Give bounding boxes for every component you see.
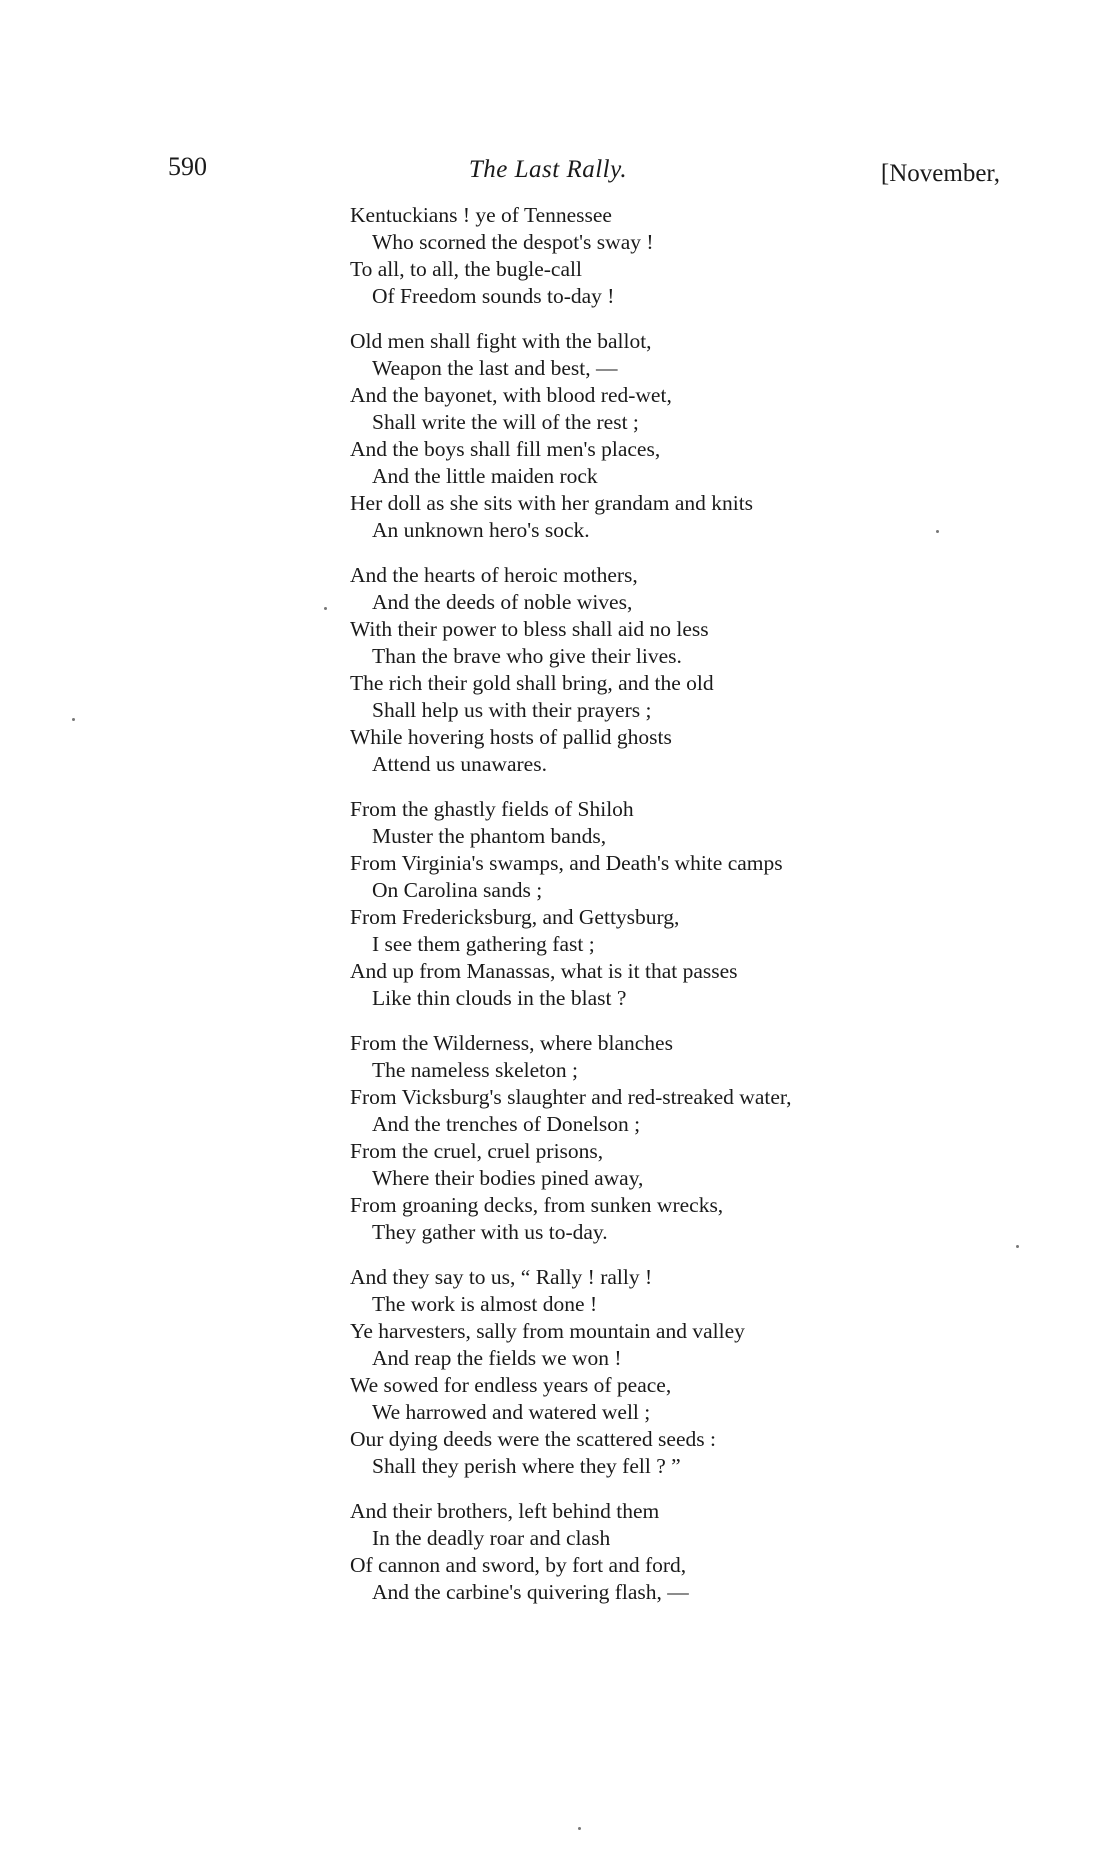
paper-speck [936,530,939,533]
poem-line: On Carolina sands ; [372,878,543,902]
poem-line: While hovering hosts of pallid ghosts [350,725,672,749]
poem-line: Our dying deeds were the scattered seeds : [350,1427,716,1451]
poem-line: Like thin clouds in the blast ? [372,986,627,1010]
poem-line: Of Freedom sounds to-day ! [372,284,615,308]
poem-line: Shall they perish where they fell ? ” [372,1454,681,1478]
poem-line: We harrowed and watered well ; [372,1400,651,1424]
running-title: The Last Rally. [468,156,628,183]
stanza [350,562,910,778]
poem-line: From Vicksburg's slaughter and red-streaked water, [350,1085,792,1109]
paper-speck [1016,1245,1019,1248]
poem-line: Where their bodies pined away, [372,1166,644,1190]
poem-line: Muster the phantom bands, [372,824,607,848]
page-header [0,150,1096,190]
stanza [350,202,910,310]
poem-line: With their power to bless shall aid no less [350,617,709,641]
poem-body [350,202,910,1624]
poem-line: From the cruel, cruel prisons, [350,1139,604,1163]
poem-line: Old men shall fight with the ballot, [350,329,652,353]
poem-line: To all, to all, the bugle-call [350,257,582,281]
page-number: 590 [168,152,207,181]
paper-speck [324,607,327,610]
poem-line: And the boys shall fill men's places, [350,437,661,461]
stanza [350,328,910,544]
poem-line: Attend us unawares. [372,752,547,776]
poem-line: Who scorned the despot's sway ! [372,230,654,254]
poem-line: We sowed for endless years of peace, [350,1373,672,1397]
poem-line: Shall help us with their prayers ; [372,698,652,722]
poem-line: I see them gathering fast ; [372,932,595,956]
poem-line: Kentuckians ! ye of Tennessee [350,203,612,227]
poem-line: And the deeds of noble wives, [372,590,633,614]
poem-line: And their brothers, left behind them [350,1499,660,1523]
poem-line: Her doll as she sits with her grandam and knits [350,491,754,515]
poem-line: The rich their gold shall bring, and the old [350,671,714,695]
poem-line: From Fredericksburg, and Gettysburg, [350,905,680,929]
poem-line: In the deadly roar and clash [372,1526,611,1550]
running-date: [November, [880,160,1000,187]
paper-speck [578,1827,581,1830]
poem-line: Of cannon and sword, by fort and ford, [350,1553,687,1577]
poem-line: From Virginia's swamps, and Death's white camps [350,851,783,875]
poem-line: An unknown hero's sock. [372,518,590,542]
stanza [350,1264,910,1480]
poem-line: Than the brave who give their lives. [372,644,682,668]
poem-line: And the bayonet, with blood red-wet, [350,383,672,407]
poem-line: The nameless skeleton ; [372,1058,578,1082]
poem-line: And reap the fields we won ! [372,1346,622,1370]
poem-line: Weapon the last and best, — [372,356,618,380]
stanza [350,1030,910,1246]
stanza [350,796,910,1012]
poem-line: And the trenches of Donelson ; [372,1112,641,1136]
poem-line: From the Wilderness, where blanches [350,1031,673,1055]
poem-line: And the hearts of heroic mothers, [350,563,638,587]
poem-line: And they say to us, “ Rally ! rally ! [350,1265,653,1289]
poem-line: From groaning decks, from sunken wrecks, [350,1193,724,1217]
poem-line: And the carbine's quivering flash, — [372,1580,689,1604]
poem-line: Ye harvesters, sally from mountain and valley [350,1319,745,1343]
poem-line: The work is almost done ! [372,1292,598,1316]
poem-line: And the little maiden rock [372,464,598,488]
stanza [350,1498,910,1606]
poem-line: From the ghastly fields of Shiloh [350,797,634,821]
poem-line: They gather with us to-day. [372,1220,608,1244]
paper-speck [72,718,75,721]
poem-line: Shall write the will of the rest ; [372,410,639,434]
poem-line: And up from Manassas, what is it that passes [350,959,738,983]
